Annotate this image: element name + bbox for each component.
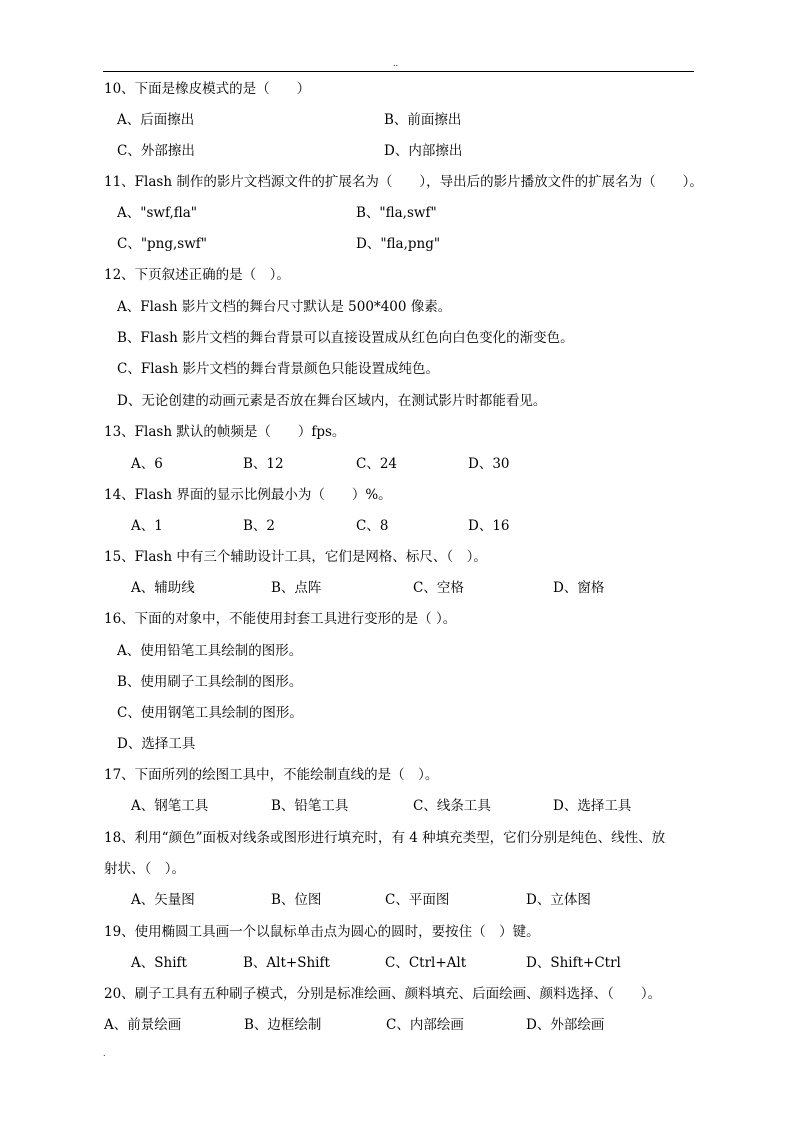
option-c: C、外部擦出 [117,143,195,159]
option-b: B、Alt+Shift [243,955,330,971]
option-b: B、铅笔工具 [271,798,349,814]
option-d: D、内部擦出 [384,143,463,159]
option-c: C、内部绘画 [386,1017,464,1033]
question-16-option-c: C、使用钢笔工具绘制的图形。 [117,705,303,721]
question-10-stem: 10、下面是橡皮模式的是（ ） [104,81,311,97]
question-16-option-d: D、选择工具 [117,736,196,752]
option-b: B、2 [243,518,276,534]
question-15-stem: 15、Flash 中有三个辅助设计工具，它们是网格、标尺、（ ）。 [104,549,487,565]
option-a: A、6 [131,456,163,472]
question-19-stem: 19、使用椭圆工具画一个以鼠标单击点为圆心的圆时，要按住（ ）键。 [104,924,540,940]
option-a: A、1 [131,518,163,534]
question-16-option-a: A、使用铅笔工具绘制的图形。 [117,643,303,659]
question-12-option-d: D、无论创建的动画元素是否放在舞台区域内，在测试影片时都能看见。 [117,393,547,409]
option-d: D、30 [468,456,510,472]
question-13-stem: 13、Flash 默认的帧频是（ ）fps。 [104,424,346,440]
header-mark: .. [393,59,399,68]
option-a: A、后面擦出 [117,112,195,128]
question-17-stem: 17、下面所列的绘图工具中，不能绘制直线的是（ ）。 [104,767,439,783]
question-12-option-c: C、Flash 影片文档的舞台背景颜色只能设置成纯色。 [117,361,439,377]
question-12-stem: 12、下页叙述正确的是（ ）。 [104,267,290,283]
option-d: D、Shift+Ctrl [526,955,621,971]
option-a: A、辅助线 [131,580,195,596]
option-c: C、Ctrl+Alt [385,955,467,971]
header-rule [103,71,694,72]
option-a: A、Shift [131,955,187,971]
option-c: C、24 [356,456,398,472]
option-a: A、钢笔工具 [131,798,209,814]
option-d: D、"fla,png" [356,236,441,252]
option-c: C、8 [356,518,389,534]
option-b: B、"fla,swf" [356,205,437,221]
question-20-stem: 20、刷子工具有五种刷子模式，分别是标准绘画、颜料填充、后面绘画、颜料选择、（ ）。 [104,986,662,1002]
option-c: C、空格 [413,580,464,596]
option-b: B、边框绘制 [244,1017,322,1033]
question-11-stem: 11、Flash 制作的影片文档源文件的扩展名为（ ），导出后的影片播放文件的扩展名为（ ）。 [104,174,703,190]
question-12-option-b: B、Flash 影片文档的舞台背景可以直接设置成从红色向白色变化的渐变色。 [117,330,574,346]
option-d: D、外部绘画 [526,1017,605,1033]
option-b: B、12 [243,456,284,472]
question-14-stem: 14、Flash 界面的显示比例最小为（ ）%。 [104,487,392,503]
option-b: B、位图 [271,892,322,908]
question-16-option-b: B、使用刷子工具绘制的图形。 [117,674,303,690]
option-c: C、"png,swf" [117,236,207,252]
option-c: C、线条工具 [413,798,491,814]
option-c: C、平面图 [385,892,450,908]
option-b: B、点阵 [271,580,322,596]
option-a: A、前景绘画 [104,1017,182,1033]
option-a: A、"swf,fla" [117,205,198,221]
question-12-option-a: A、Flash 影片文档的舞台尺寸默认是 500*400 像素。 [117,299,452,315]
option-d: D、窗格 [553,580,605,596]
option-a: A、矢量图 [131,892,195,908]
option-b: B、前面擦出 [384,112,462,128]
footer-mark: . [103,1049,106,1058]
question-16-stem: 16、下面的对象中，不能使用封套工具进行变形的是（ ）。 [104,611,457,627]
question-18-stem: 18、利用“颜色”面板对线条或图形进行填充时，有 4 种填充类型，它们分别是纯色、线性、放 [104,830,666,846]
option-d: D、立体图 [526,892,591,908]
option-d: D、选择工具 [553,798,632,814]
option-d: D、16 [468,518,510,534]
question-18-stem-continued: 射状、（ ）。 [104,861,185,877]
